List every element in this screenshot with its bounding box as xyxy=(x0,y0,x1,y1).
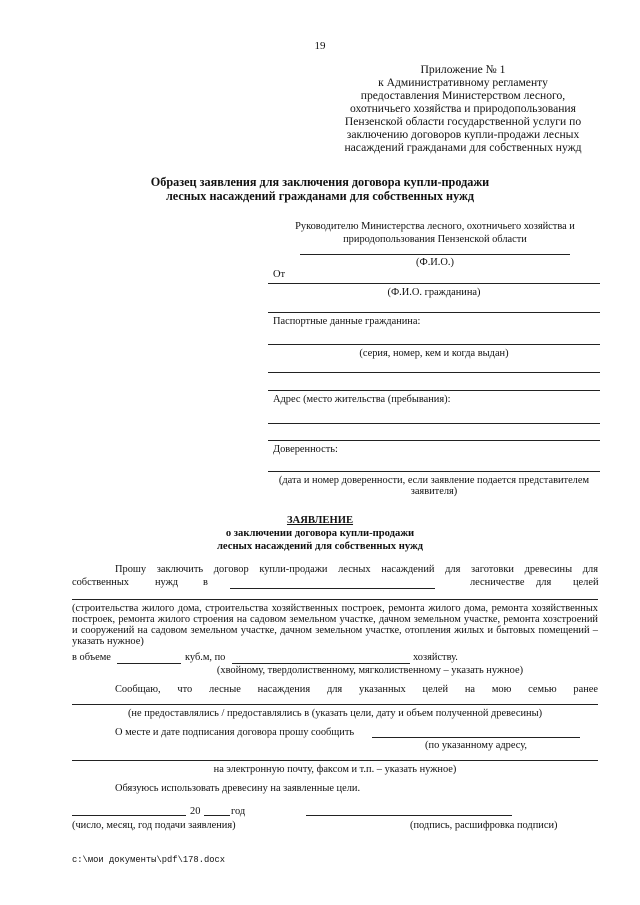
volume-caption: (хвойному, твердолиственному, мягколиственному – указать нужное) xyxy=(216,665,524,676)
proxy-caption-line: (дата и номер доверенности, если заявление подается представителем xyxy=(278,475,590,486)
address-line-2[interactable] xyxy=(268,440,600,441)
annex-line: охотничьего хозяйства и природопользования xyxy=(350,102,576,115)
from-label: От xyxy=(273,269,286,280)
applicant-extra-line[interactable] xyxy=(268,312,600,313)
signature-caption: (подпись, расшифровка подписи) xyxy=(410,820,558,831)
applicant-fio-line[interactable] xyxy=(268,283,600,284)
purposes-text: (строительства жилого дома, строительства хозяйственных построек, ремонта жилого дома, ремонта хозяйственных построек, ремонта жилого строения на садовом земельном участке, дачном земельном участке, ремонта хозстроений и сооружений на садовом земельном участке, дачном земельном участке, отопления жилых и бытовых помещений – указать нужное) xyxy=(72,603,598,647)
document-title xyxy=(110,175,530,203)
statement-title-line: о заключении договора купли-продажи xyxy=(225,528,415,539)
previous-allocation-caption: (не предоставлялись / предоставлялись в (указать цели, дату и объем полученной древесины) xyxy=(127,708,543,719)
annex-line: заключению договоров купли-продажи лесных xyxy=(346,128,580,141)
passport-line[interactable] xyxy=(268,344,600,345)
applicant-fio-caption: (Ф.И.О. гражданина) xyxy=(387,287,481,298)
recipient-fio-caption: (Ф.И.О.) xyxy=(416,257,454,268)
date-line[interactable] xyxy=(72,815,186,816)
annex-line: к Административному регламенту xyxy=(378,76,548,89)
year-suffix: год xyxy=(231,806,246,817)
paragraph-4: Обязуюсь использовать древесину на заявленные цели. xyxy=(115,783,361,794)
volume-prefix: в объеме xyxy=(72,652,111,663)
notify-method-line-2[interactable] xyxy=(72,760,598,761)
p1-word: собственных xyxy=(72,577,130,588)
recipient-line: природопользования Пензенской области xyxy=(343,234,527,245)
annex-line: Приложение № 1 xyxy=(420,63,506,76)
proxy-label: Доверенность: xyxy=(273,444,338,455)
forestry-name-line[interactable] xyxy=(230,588,435,589)
date-caption: (число, месяц, год подачи заявления) xyxy=(72,820,236,831)
proxy-caption xyxy=(268,475,600,497)
paragraph-1-line-1: Прошу заключить договор купли-продажи лесных насаждений для заготовки древесины для xyxy=(115,564,598,575)
volume-suffix: хозяйству. xyxy=(413,652,458,663)
passport-label: Паспортные данные гражданина: xyxy=(273,316,421,327)
address-line[interactable] xyxy=(268,423,600,424)
address-label: Адрес (место жительства (пребывания): xyxy=(273,394,451,405)
annex-line: предоставления Министерством лесного, xyxy=(360,89,566,102)
title-line: Образец заявления для заключения договора купли-продажи xyxy=(150,175,490,189)
passport-caption: (серия, номер, кем и когда выдан) xyxy=(359,348,509,359)
notify-caption-1: (по указанному адресу, xyxy=(425,740,527,751)
annex-header xyxy=(322,63,604,154)
statement-title-line: лесных насаждений для собственных нужд xyxy=(216,541,424,552)
footer-file-path: c:\мои документы\pdf\178.docx xyxy=(72,855,226,865)
notify-method-line[interactable] xyxy=(372,737,580,738)
title-line: лесных насаждений гражданами для собственных нужд xyxy=(165,189,475,203)
previous-allocation-line[interactable] xyxy=(72,704,598,705)
volume-unit: куб.м, по xyxy=(185,652,226,663)
passport-line-2[interactable] xyxy=(268,372,600,373)
p1-word: нужд xyxy=(155,577,179,588)
p1-word: в xyxy=(203,577,208,588)
annex-line: насаждений гражданами для собственных нужд xyxy=(344,141,582,154)
wood-type-line[interactable] xyxy=(232,663,410,664)
proxy-line[interactable] xyxy=(268,471,600,472)
passport-line-3[interactable] xyxy=(268,390,600,391)
annex-line: Пензенской области государственной услуги по xyxy=(344,115,582,128)
statement-title-main xyxy=(130,514,510,527)
statement-title xyxy=(130,514,510,553)
signature-line[interactable] xyxy=(306,815,512,816)
recipient-block xyxy=(270,220,600,246)
purpose-line[interactable] xyxy=(72,599,598,600)
p1-word: лесничестве xyxy=(470,577,525,588)
recipient-fio-line[interactable] xyxy=(300,254,570,255)
proxy-caption-line: заявителя) xyxy=(410,486,458,497)
page-number: 19 xyxy=(314,40,326,52)
statement-heading: ЗАЯВЛЕНИЕ xyxy=(286,515,354,526)
year-input-line[interactable] xyxy=(204,815,230,816)
recipient-line: Руководителю Министерства лесного, охотничьего хозяйства и xyxy=(295,221,575,232)
paragraph-2-line-1: Сообщаю, что лесные насаждения для указанных целей на мою семью ранее xyxy=(115,684,598,695)
year-prefix: 20 xyxy=(190,806,201,817)
volume-input-line[interactable] xyxy=(117,663,181,664)
notify-caption-2: на электронную почту, факсом и т.п. – указать нужное) xyxy=(213,764,457,775)
paragraph-3-line-1: О месте и дате подписания договора прошу сообщить xyxy=(115,727,355,738)
p1-word: для xyxy=(536,577,552,588)
p1-word: целей xyxy=(573,577,599,588)
